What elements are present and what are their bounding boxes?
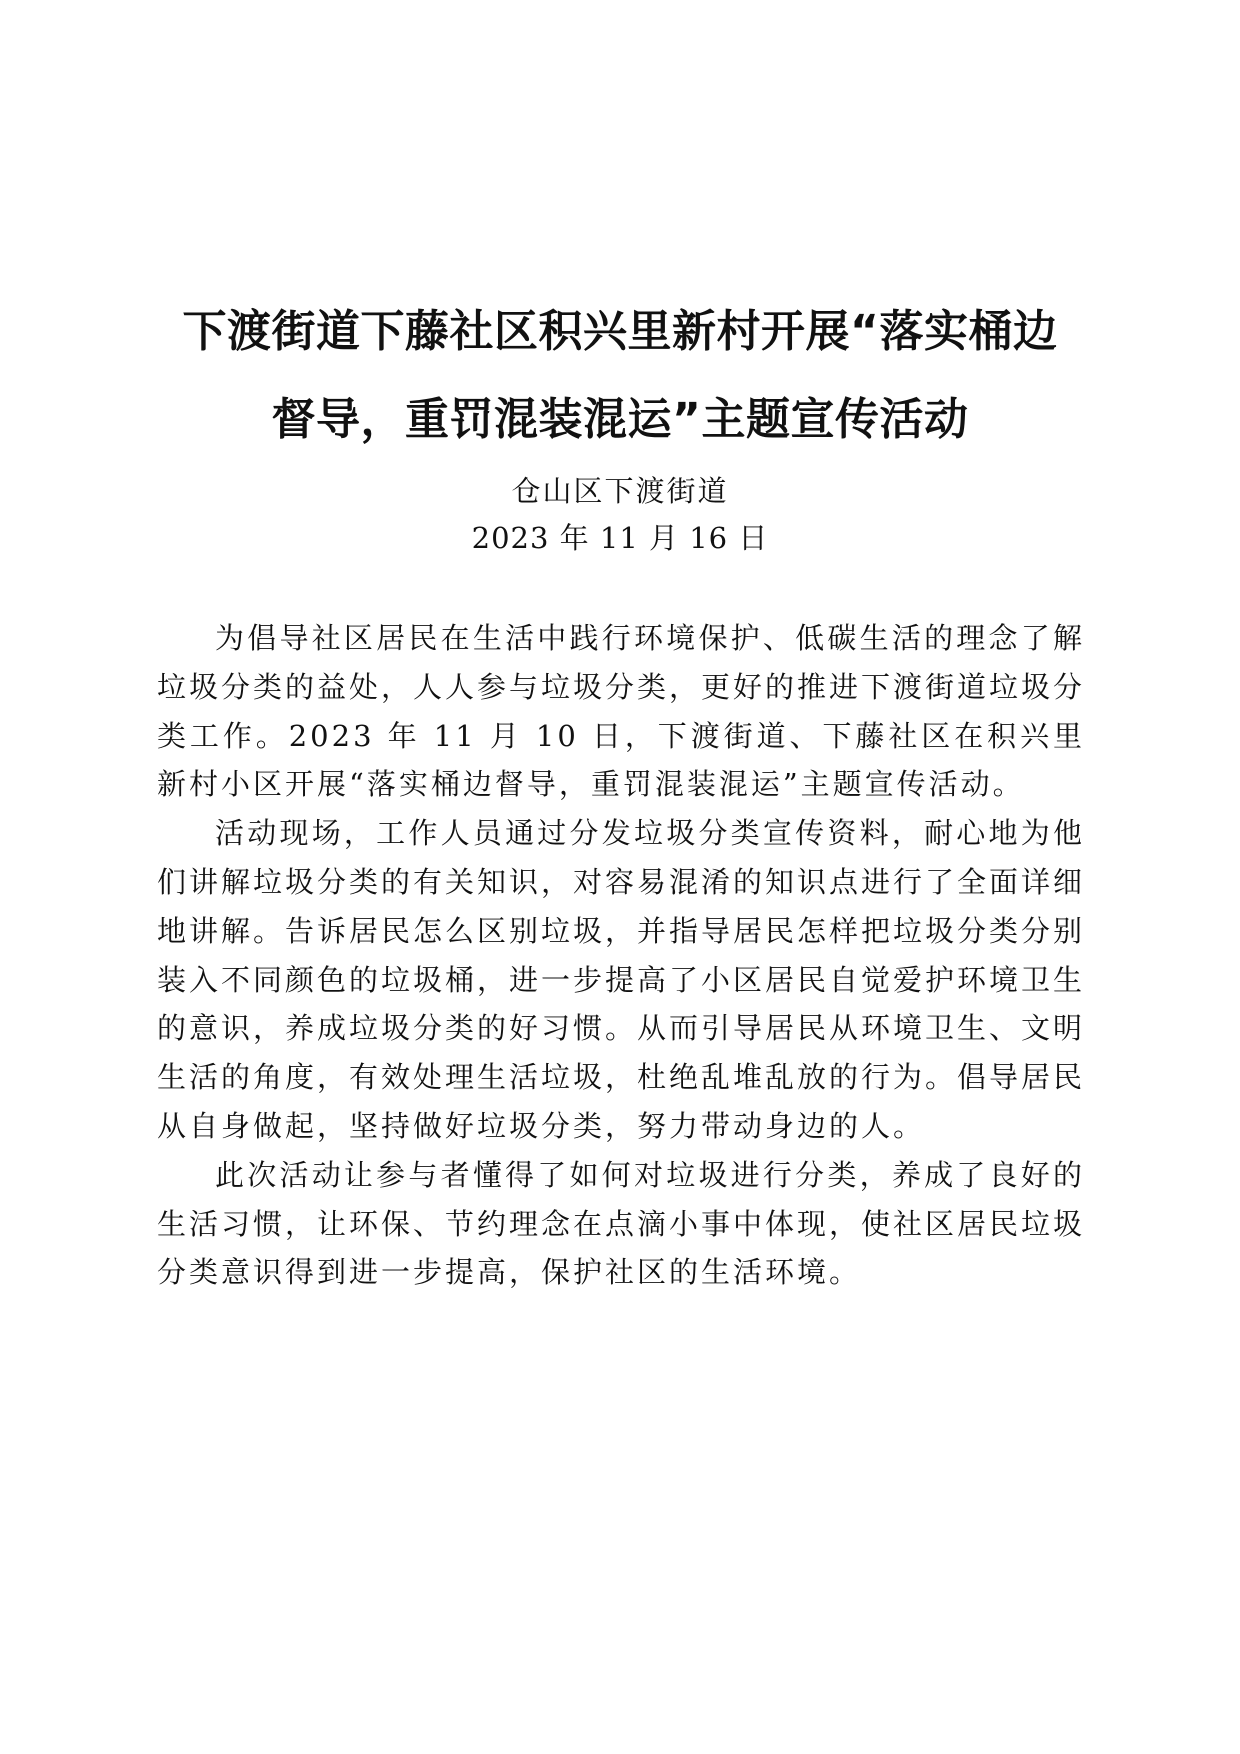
body-text (157, 614, 1085, 1297)
paragraph-1: 为倡导社区居民在生活中践行环境保护、低碳生活的理念了解垃圾分类的益处，人人参与垃圾分类，更好的推进下渡街道垃圾分类工作。2023 年 11 月 10 日，下渡街道、下藤社区在积兴里新村小区开展“落实桶边督导，重罚混装混运”主题宣传活动。 (157, 621, 1086, 802)
author: 仓山区下渡街道 (511, 474, 729, 508)
paragraph-2: 活动现场，工作人员通过分发垃圾分类宣传资料，耐心地为他们讲解垃圾分类的有关知识，对容易混淆的知识点进行了全面详细地讲解。告诉居民怎么区别垃圾，并指导居民怎样把垃圾分类分别装入不同颜色的垃圾桶，进一步提高了小区居民自觉爱护环境卫生的意识，养成垃圾分类的好习惯。从而引导居民从环境卫生、文明生活的角度，有效处理生活垃圾，杜绝乱堆乱放的行为。倡导居民从自身做起，坚持做好垃圾分类，努力带动身边的人。 (157, 816, 1086, 1143)
paragraph-3: 此次活动让参与者懂得了如何对垃圾进行分类，养成了良好的生活习惯，让环保、节约理念在点滴小事中体现，使社区居民垃圾分类意识得到进一步提高，保护社区的生活环境。 (157, 1157, 1086, 1290)
title-line-2: 督导，重罚混装混运”主题宣传活动 (271, 394, 969, 445)
publish-date: 2023 年 11 月 16 日 (471, 521, 769, 555)
title-line-1: 下渡街道下藤社区积兴里新村开展“落实桶边 (182, 306, 1058, 357)
